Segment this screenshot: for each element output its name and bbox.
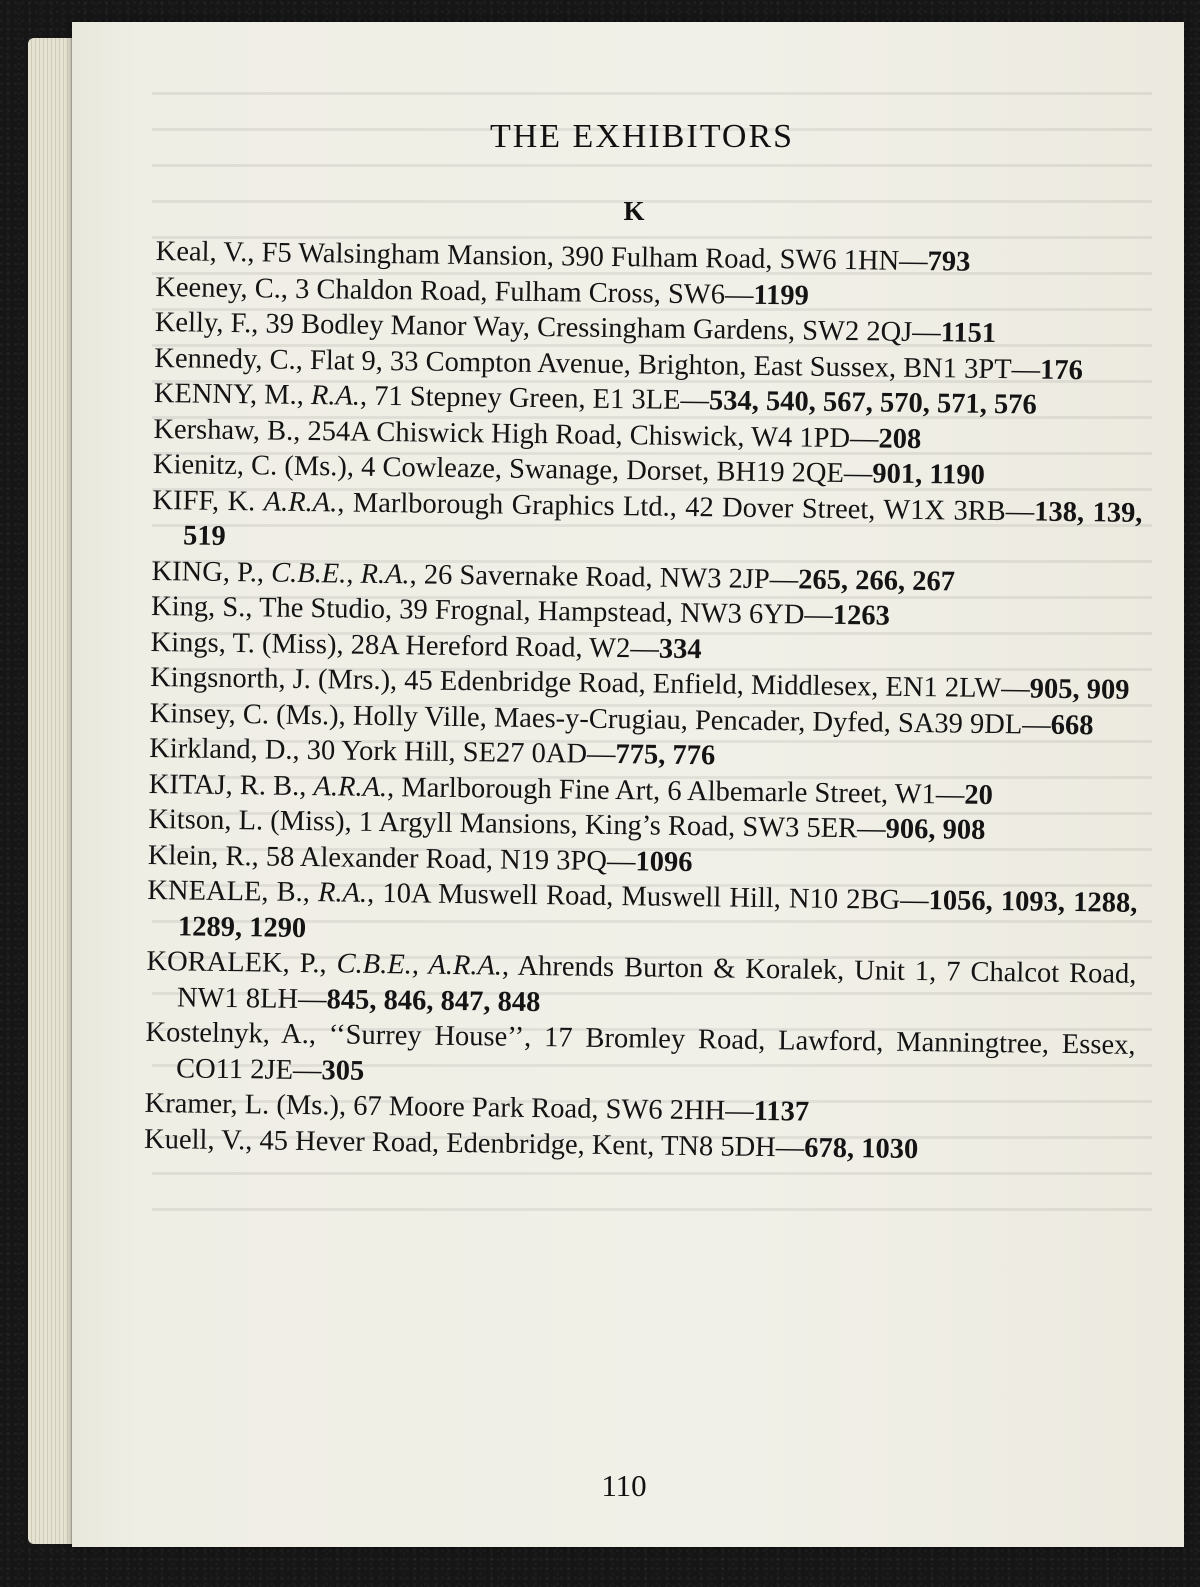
entry-catalogue-numbers: 1137 xyxy=(753,1095,810,1128)
exhibitor-entry xyxy=(146,944,1137,1028)
entry-text: Kramer, L. (Ms.), 67 Moore Park Road, SW6 2HH— xyxy=(144,1087,754,1127)
exhibitor-entry xyxy=(152,482,1143,566)
entry-text: Kingsnorth, J. (Mrs.), 45 Edenbridge Road, Enfield, Middlesex, EN1 2LW— xyxy=(149,661,1030,705)
entry-catalogue-numbers: 905, 909 xyxy=(1029,673,1130,706)
entry-honours: R.A. xyxy=(317,877,368,909)
entry-honours: R.A. xyxy=(310,380,361,412)
entry-text: Kings, T. (Miss), 28A Hereford Road, W2— xyxy=(150,626,660,665)
entry-text: Kirkland, D., 30 York Hill, SE27 0AD— xyxy=(149,732,616,771)
entry-catalogue-numbers: 793 xyxy=(927,246,971,278)
entry-catalogue-numbers: 1056, 1093, 1288, 1289, 1290 xyxy=(177,885,1138,944)
entry-honours: C.B.E., R.A. xyxy=(270,557,410,590)
entry-catalogue-numbers: 334 xyxy=(658,633,702,665)
entry-text: KITAJ, R. B., xyxy=(148,768,314,802)
entry-honours: A.R.A. xyxy=(263,485,338,518)
entry-catalogue-numbers: 305 xyxy=(321,1054,365,1087)
entry-text: KORALEK, P., xyxy=(146,945,337,980)
book-page xyxy=(72,22,1184,1547)
entry-catalogue-numbers: 20 xyxy=(964,779,994,811)
entry-address: , 26 Savernake Road, NW3 2JP— xyxy=(409,558,799,595)
entry-address: , Marlborough Graphics Ltd., 42 Dover Street, W1X 3RB— xyxy=(337,486,1035,528)
entry-catalogue-numbers: 906, 908 xyxy=(885,813,986,846)
entry-text: Kershaw, B., 254A Chiswick High Road, Chiswick, W4 1PD— xyxy=(153,413,879,454)
entry-text: Klein, R., 58 Alexander Road, N19 3PQ— xyxy=(147,839,636,877)
entry-text: Kinsey, C. (Ms.), Holly Ville, Maes-y-Crugiau, Pencader, Dyfed, SA39 9DL— xyxy=(149,697,1051,741)
entry-text: Keal, V., F5 Walsingham Mansion, 390 Fulham Road, SW6 1HN— xyxy=(155,235,928,278)
entry-catalogue-numbers: 1151 xyxy=(940,317,997,350)
entry-catalogue-numbers: 678, 1030 xyxy=(804,1132,919,1165)
entry-catalogue-numbers: 138, 139, 519 xyxy=(182,496,1143,552)
entry-catalogue-numbers: 208 xyxy=(878,422,922,455)
entry-text: Kienitz, C. (Ms.), 4 Cowleaze, Swanage, Dorset, BH19 2QE— xyxy=(152,448,873,490)
entry-catalogue-numbers: 534, 540, 567, 570, 571, 576 xyxy=(708,385,1037,421)
entry-text: Kuell, V., 45 Hever Road, Edenbridge, Kent, TN8 5DH— xyxy=(143,1123,805,1164)
exhibitor-entry xyxy=(147,873,1138,957)
exhibitor-list xyxy=(144,234,1146,1170)
entry-honours: C.B.E., A.R.A. xyxy=(336,948,503,982)
entry-honours: A.R.A. xyxy=(313,770,388,803)
entry-text: Kitson, L. (Miss), 1 Argyll Mansions, King’s Road, SW3 5ER— xyxy=(148,803,886,845)
entry-address: , Ahrends Burton & Koralek, Unit 1, 7 Chalcot Road, NW1 8LH— xyxy=(176,950,1137,1015)
entry-catalogue-numbers: 775, 776 xyxy=(615,739,716,772)
entry-catalogue-numbers: 1096 xyxy=(635,845,693,878)
entry-address: , 10A Muswell Road, Muswell Hill, N10 2BG— xyxy=(366,877,929,917)
entry-catalogue-numbers: 845, 846, 847, 848 xyxy=(326,983,541,1018)
entry-catalogue-numbers: 176 xyxy=(1039,354,1084,386)
entry-catalogue-numbers: 1199 xyxy=(753,279,810,312)
entry-address: , Marlborough Fine Art, 6 Albemarle Street, W1— xyxy=(386,771,965,811)
entry-text: KING, P., xyxy=(151,555,272,589)
entry-catalogue-numbers: 668 xyxy=(1050,709,1094,741)
entry-catalogue-numbers: 1263 xyxy=(832,599,891,632)
entry-text: Kelly, F., 39 Bodley Manor Way, Cressingham Gardens, SW2 2QJ— xyxy=(154,306,941,349)
exhibitor-entry xyxy=(145,1015,1136,1099)
entry-catalogue-numbers: 901, 1190 xyxy=(872,458,986,491)
entry-text: Keeney, C., 3 Chaldon Road, Fulham Cross, SW6— xyxy=(155,271,754,311)
page-number: 110 xyxy=(601,1468,647,1503)
section-letter: K xyxy=(623,196,645,226)
entry-text: KIFF, K. xyxy=(152,484,264,517)
entry-text: KENNY, M., xyxy=(153,377,312,412)
entry-catalogue-numbers: 265, 266, 267 xyxy=(798,563,956,597)
page-title: THE EXHIBITORS xyxy=(489,118,795,155)
entry-text: KNEALE, B., xyxy=(147,874,319,909)
entry-text: Kennedy, C., Flat 9, 33 Compton Avenue, Brighton, East Sussex, BN1 3PT— xyxy=(154,342,1041,386)
entry-text: King, S., The Studio, 39 Frognal, Hampstead, NW3 6YD— xyxy=(150,590,834,631)
entry-address: , 71 Stepney Green, E1 3LE— xyxy=(359,380,710,417)
entry-text: Kostelnyk, A., ‘‘Surrey House’’, 17 Bromley Road, Lawford, Manningtree, Essex, CO11 2JE— xyxy=(145,1016,1136,1086)
